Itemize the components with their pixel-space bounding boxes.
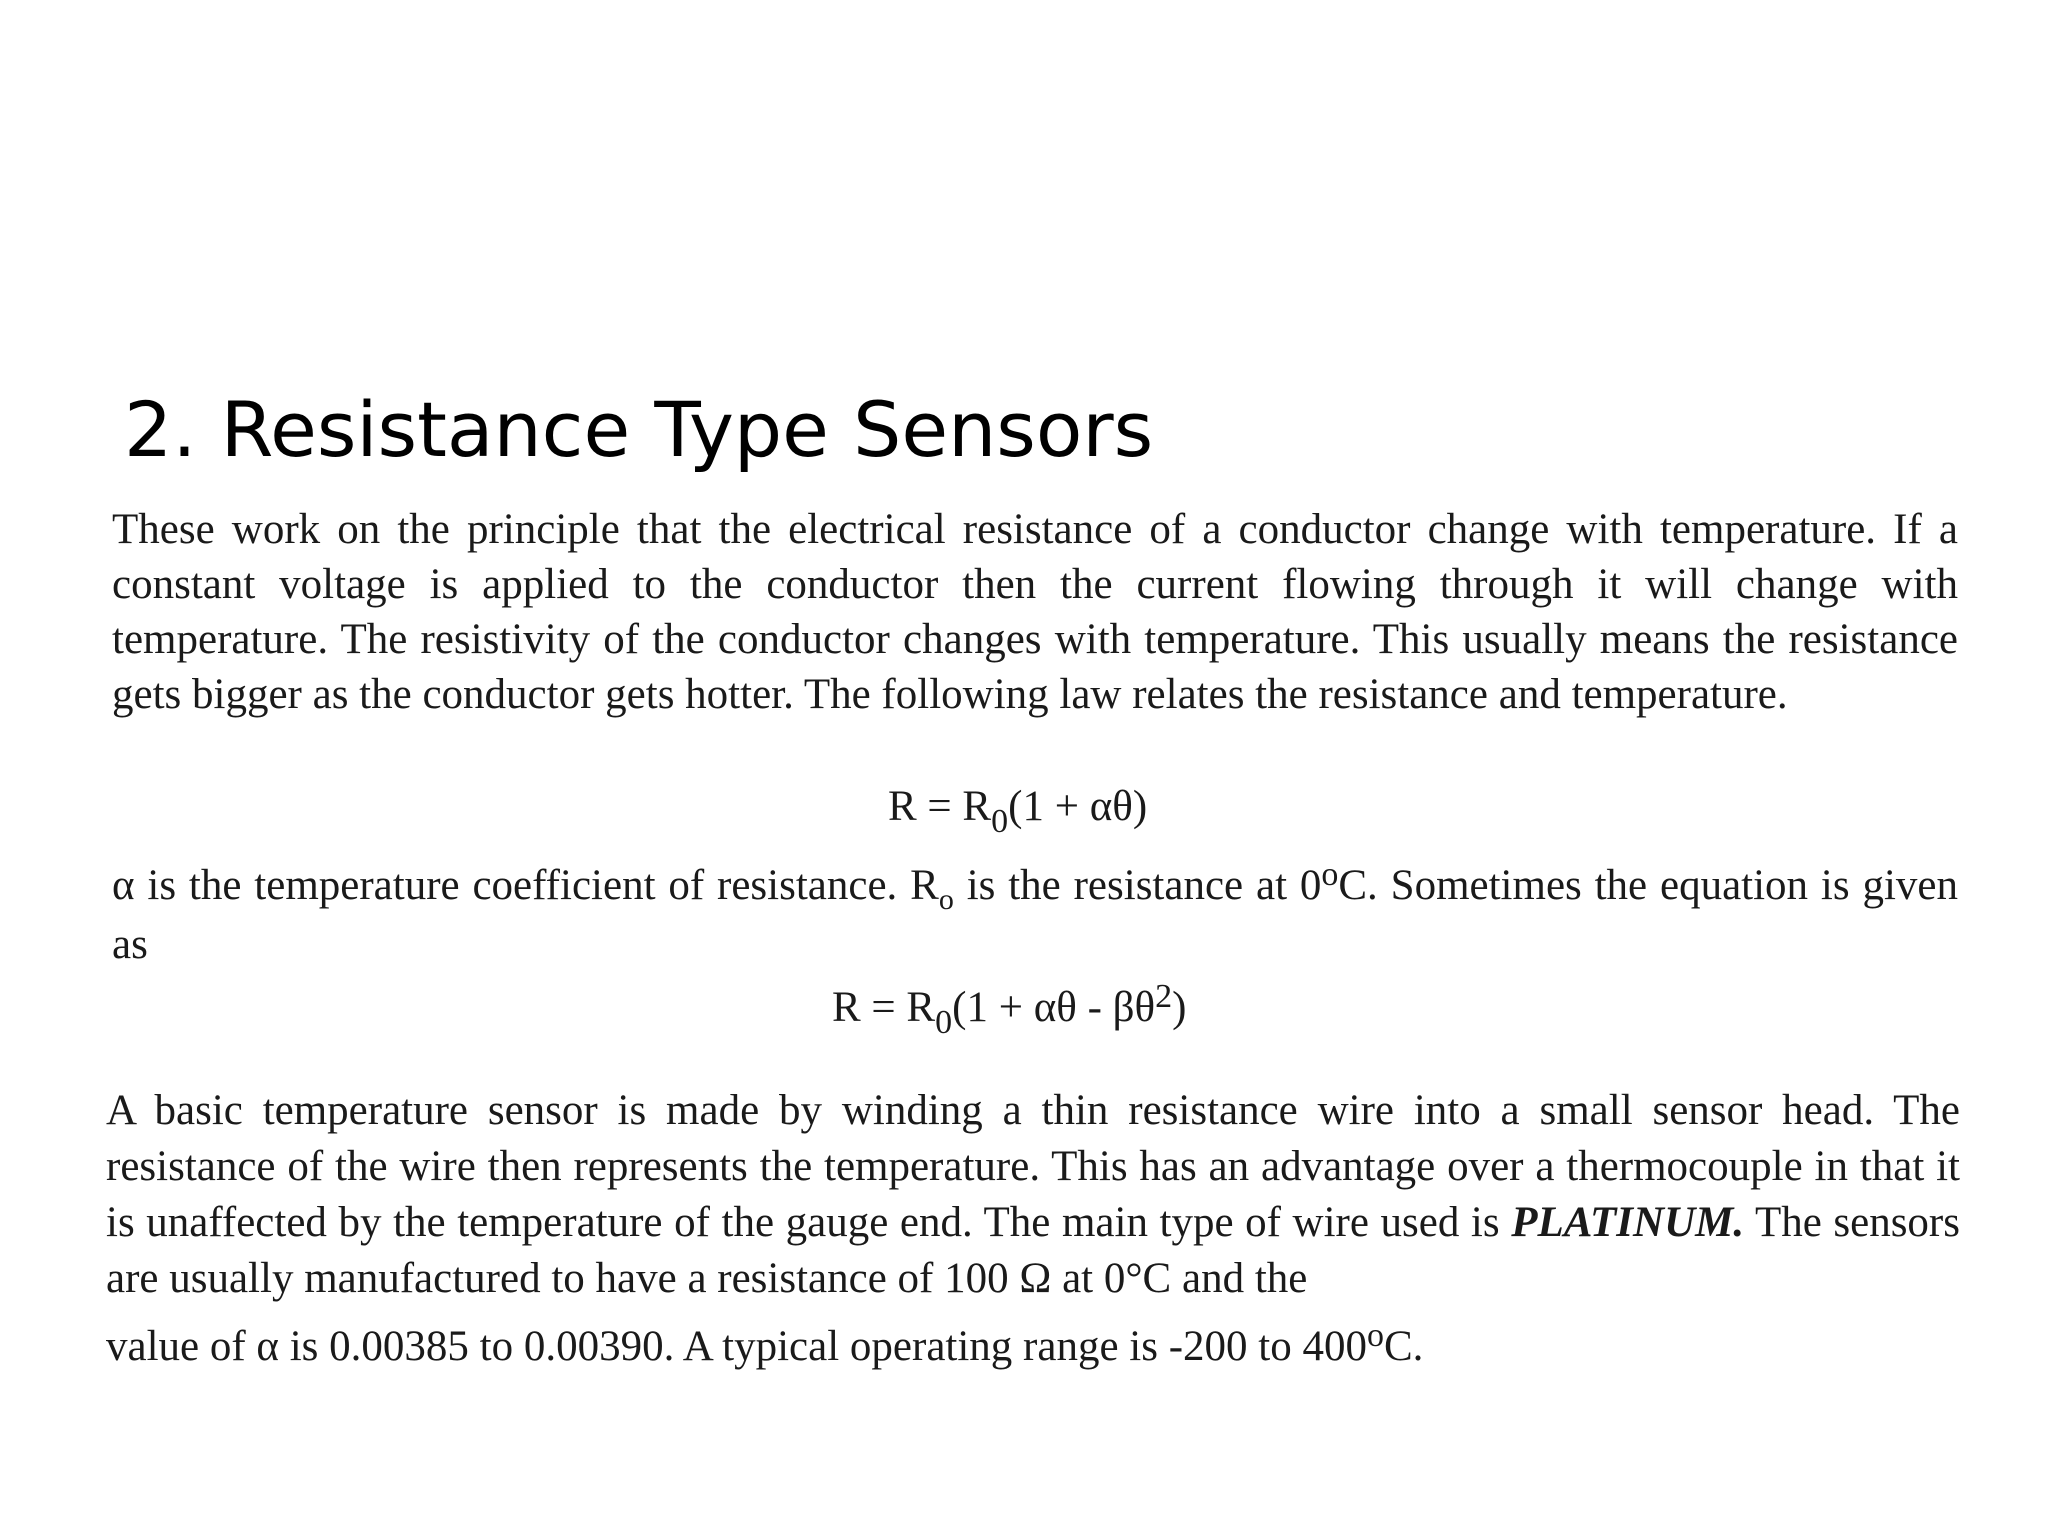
paragraph-platinum-last-line (106, 1319, 1960, 1378)
paragraph-principle: These work on the principle that the electrical resistance of a conductor change with temperature. If a constant voltage is applied to the conductor then the current flowing through it will change with temperature. The resistivity of the conductor changes with temperature. This usually means the resistance gets bigger as the conductor gets hotter. The following law relates the resistance and temperature. (112, 506, 1958, 718)
equation-linear-subscript: 0 (991, 803, 1009, 840)
equation-linear-rhs: (1 + αθ) (1008, 783, 1148, 830)
paragraph-platinum-degree: o (1366, 1317, 1384, 1354)
paragraph-platinum (106, 1083, 1960, 1378)
paragraph-platinum-part1: A basic temperature sensor is made by winding a thin resistance wire into a small sensor head. The resistance of the wire then represents the temperature. This has an advantage over a thermocouple in that it is unaffected by the temperature of the gauge end. The main type of wire used is (106, 1087, 1960, 1246)
paragraph-coefficient-part3: C. Sometimes the equation is given as (112, 862, 1958, 968)
slide-title: 2. Resistance Type Sensors (124, 385, 1154, 474)
equation-quadratic (832, 978, 1187, 1041)
equation-quadratic-mid: (1 + αθ - βθ (952, 984, 1156, 1031)
paragraph-platinum-emphasis: PLATINUM. (1511, 1199, 1745, 1246)
paragraph-coefficient-part2: is the resistance at 0 (953, 862, 1322, 909)
equation-quadratic-lhs: R = R (832, 984, 936, 1031)
paragraph-platinum-last-part2: C. (1383, 1323, 1424, 1370)
equation-linear (888, 782, 1148, 840)
equation-quadratic-end: ) (1172, 984, 1187, 1031)
paragraph-platinum-part2: The sensors are usually manufactured to have a resistance of 100 Ω at 0°C and the (106, 1199, 1960, 1302)
paragraph-platinum-last-part1: value of α is 0.00385 to 0.00390. A typical operating range is -200 to 400 (106, 1323, 1367, 1370)
equation-linear-lhs: R = R (888, 783, 992, 830)
paragraph-coefficient (112, 858, 1958, 972)
equation-quadratic-subscript: 0 (935, 1004, 953, 1041)
paragraph-coefficient-part1: α is the temperature coefficient of resistance. R (112, 862, 939, 909)
paragraph-coefficient-subscript: o (938, 883, 954, 916)
paragraph-coefficient-degree: o (1321, 856, 1339, 893)
equation-quadratic-superscript: 2 (1155, 978, 1173, 1015)
